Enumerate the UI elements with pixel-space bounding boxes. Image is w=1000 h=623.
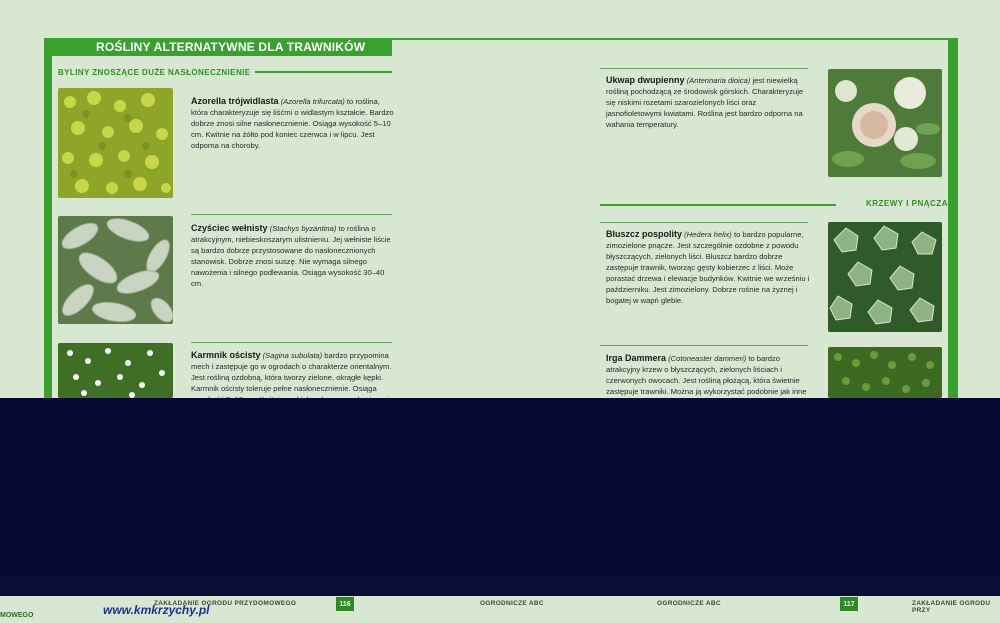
footer-left-label: ZAKŁADANIE OGRODU PRZYDOMOWEGO [154,600,297,607]
entry-latin: (Azorella trifurcata) [280,97,345,106]
page-title: ROŚLINY ALTERNATYWNE DLA TRAWNIKÓW [44,38,392,56]
entry-name: Karmnik ościsty [191,350,261,360]
entry-text: bardzo przypomina mech i zastępuje go w ogrodach o charakterze orientalnym. Jest rośliną ozdobną, która tworzy zielone, okrągłe kępki. Karmnik ościsty toleruje pełne nasłonecznienie. Osiąga [191,351,392,393]
entry-text: jest niewielką rośliną pochodzącą ze środowisk górskich. Charakteryzuje się niskimi rozetami szarozielonych liści oraz jasnofioletowymi kwiatami. Roślina jest bardzo odporna na wahania temperatury. [606,76,804,129]
page-number-left: 116 [336,597,354,611]
azorella-photo [58,88,173,198]
entry-separator [191,214,392,215]
footer-right-label: ZAKŁADANIE OGRODU PRZY [912,600,991,614]
entry-stachys [191,223,396,289]
entry-antennaria [606,75,811,130]
entry-separator [600,345,808,346]
entry-text: to roślina o atrakcyjnym, niebieskoszarym ulistnieniu. Jej wełniste liście są bardzo dobrze przystosowane do nasłonecznionych stanowisk. Dobrze znosi suszę. Nie wymaga silnego nawożenia i silnego podlewania. Osiąga wysokość 30–40 cm. [191,224,391,288]
footer-center-left: OGRODNICZE ABC [480,600,544,607]
section-heading-right: KRZEWY I PNĄCZA [865,199,948,208]
cotoneaster-photo [828,347,942,398]
footer-brand-fragment: MOWEGO [0,612,34,619]
entry-name: Ukwap dwupienny [606,75,685,85]
sagina-photo [58,343,173,398]
entry-separator [191,342,392,343]
top-frame-line [392,38,958,40]
right-frame-bar [948,38,958,398]
entry-text: to roślina, która charakteryzuje się liśćmi o widlastym kształcie. Bardzo dobrze znosi silne nasłonecznienie. Osiąga wysokość 5–10 cm. Kwitnie na żółto pod koniec czerwca i w lipcu. Jest odporna na choroby. [191,97,394,150]
antennaria-photo [828,69,942,177]
entry-latin: (Hedera helix) [684,230,732,239]
entry-separator [600,68,808,69]
entry-latin: (Stachys byzantina) [269,224,337,233]
entry-text: to bardzo atrakcyjny krzew o błyszczących, zielonych liściach i czerwonych owocach. Jest rośliną płożącą, która świetnie zastępuje trawniki. Można ją wykorzystać podobnie jak inne [606,354,807,396]
section-heading-line-right [600,204,836,206]
entry-name: Czyściec wełnisty [191,223,268,233]
entry-text: to bardzo popularne, zimozielone pnącze. Jest szczególnie ozdobne z powodu błyszczących, zielonych liści. Bluszcz bardzo dobrze zastępuje trawnik, tworząc gęsty kobierzec z liści. Może porastać drzewa i elewacje budynków. Kwitnie we wrześniu i październiku. Jest zimozielony. Dobrze rośnie na żyznej i bogatej w wapń glebie. [606,230,810,305]
watermark-url: www.kmkrzychy.pl [103,603,210,617]
entry-name: Azorella trójwidlasta [191,96,279,106]
section-heading-left: BYLINY ZNOSZĄCE DUŻE NASŁONECZNIENIE [58,67,251,77]
entry-hedera [606,229,811,306]
left-frame-bar [44,38,52,398]
entry-latin: (Sagina subulata) [262,351,323,360]
entry-sagina [191,350,396,405]
entry-latin: (Antennaria dioica) [686,76,751,85]
hedera-photo [828,222,942,332]
entry-name: Bluszcz pospolity [606,229,683,239]
entry-name: Irga Dammera [606,353,667,363]
dark-overlay-band [0,398,1000,576]
entry-azorella [191,96,396,151]
entry-latin: (Cotoneaster dammeri) [668,354,747,363]
page-number-right: 117 [840,597,858,611]
footer-center-right: OGRODNICZE ABC [657,600,721,607]
stachys-photo [58,216,173,324]
entry-separator [600,222,808,223]
section-heading-line [255,71,392,73]
